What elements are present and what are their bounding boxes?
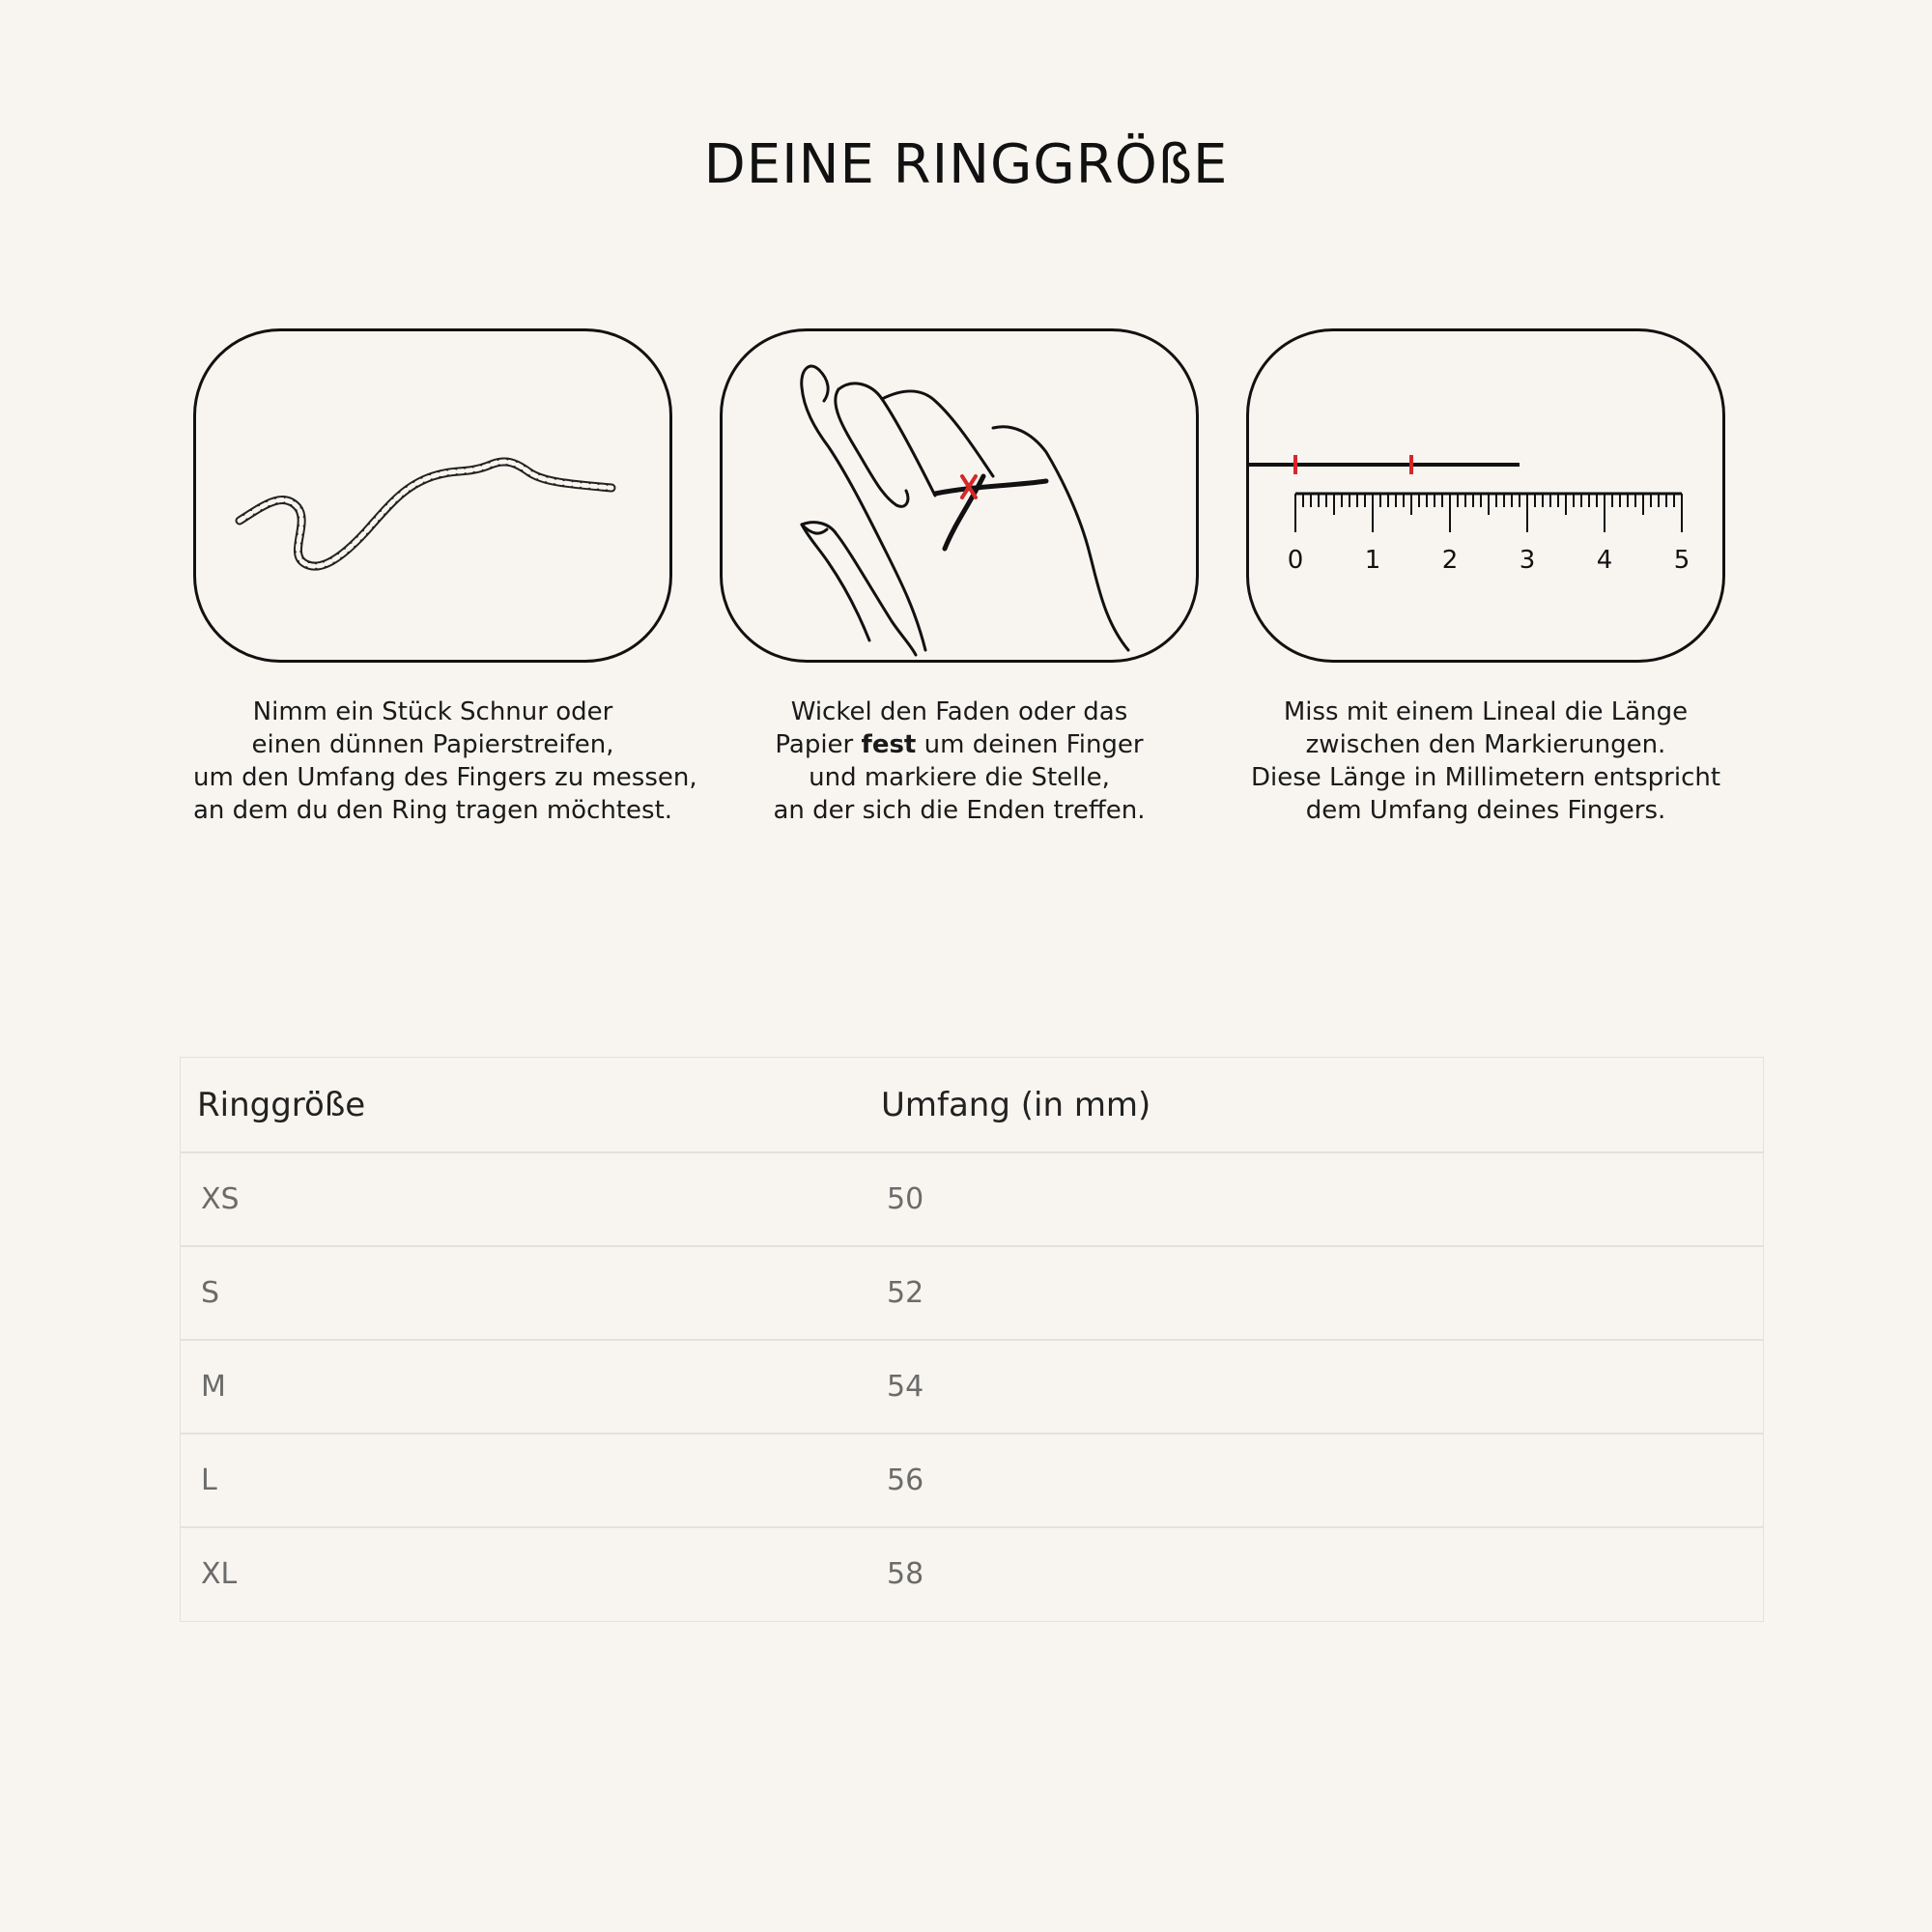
step-1-panel: [193, 328, 672, 663]
step-2: [720, 328, 1199, 827]
step-3-line-1: Miss mit einem Lineal die Länge: [1283, 697, 1689, 726]
table-row: [181, 1434, 1764, 1527]
size-cell: L: [181, 1434, 882, 1527]
step-2-line-2: [720, 728, 1199, 761]
step-2-caption: [720, 696, 1199, 827]
step-3: [1246, 328, 1725, 827]
size-cell: M: [181, 1340, 882, 1434]
step-3-line-2: zwischen den Markierungen.: [1305, 730, 1666, 759]
table-header-row: [181, 1058, 1764, 1153]
step-2-line-4: an der sich die Enden treffen.: [773, 796, 1146, 825]
step-3-caption: [1246, 696, 1725, 827]
step-2-line-2-post: um deinen Finger: [916, 730, 1144, 759]
step-1: [193, 328, 697, 827]
step-1-line-2: einen dünnen Papierstreifen,: [251, 730, 614, 759]
ruler-label-1: 1: [1364, 546, 1381, 575]
step-3-line-3: Diese Länge in Millimetern entspricht: [1250, 763, 1721, 792]
step-2-emphasis: fest: [861, 730, 917, 759]
ruler-icon: [1249, 331, 1722, 660]
circumference-cell: 50: [881, 1152, 1764, 1246]
rope-icon: [196, 331, 669, 660]
ruler-label-4: 4: [1596, 546, 1613, 575]
size-cell: S: [181, 1246, 882, 1340]
ruler-label-2: 2: [1441, 546, 1459, 575]
ruler-label-5: 5: [1673, 546, 1690, 575]
size-cell: XS: [181, 1152, 882, 1246]
table-row: [181, 1340, 1764, 1434]
step-1-line-4: an dem du den Ring tragen möchtest.: [193, 796, 673, 825]
circumference-cell: 54: [881, 1340, 1764, 1434]
step-2-line-2-pre: Papier: [775, 730, 862, 759]
step-3-panel: [1246, 328, 1725, 663]
table-row: [181, 1527, 1764, 1621]
page-title: DEINE RINGGRÖßE: [703, 133, 1229, 196]
step-1-caption: [193, 696, 697, 827]
circumference-cell: 52: [881, 1246, 1764, 1340]
header-ring-size: Ringgröße: [181, 1058, 882, 1153]
step-2-panel: [720, 328, 1199, 663]
step-3-line-4: dem Umfang deines Fingers.: [1305, 796, 1666, 825]
step-1-line-1: Nimm ein Stück Schnur oder: [252, 697, 613, 726]
hand-thread-icon: [723, 331, 1196, 660]
table-row: [181, 1152, 1764, 1246]
header-circumference: Umfang (in mm): [881, 1058, 1764, 1153]
circumference-cell: 56: [881, 1434, 1764, 1527]
size-cell: XL: [201, 1557, 238, 1592]
circumference-cell: 58: [887, 1557, 924, 1592]
step-2-line-3: und markiere die Stelle,: [809, 763, 1110, 792]
ring-size-table: [180, 1057, 1764, 1622]
ruler-label-0: 0: [1287, 546, 1304, 575]
table-row: [181, 1246, 1764, 1340]
step-2-line-1: Wickel den Faden oder das: [790, 697, 1128, 726]
step-1-line-3: um den Umfang des Fingers zu messen,: [193, 763, 697, 792]
ruler-label-3: 3: [1519, 546, 1536, 575]
